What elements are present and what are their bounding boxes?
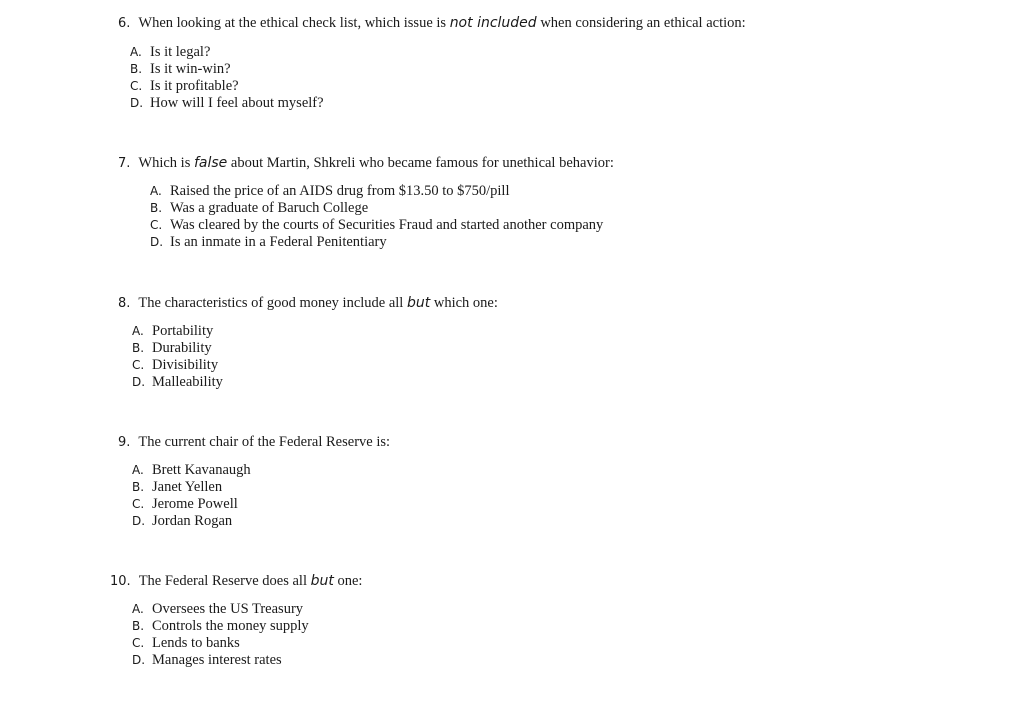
option-text: Divisibility	[152, 357, 219, 373]
option-text: Was a graduate of Baruch College	[170, 200, 369, 216]
option-text: Oversees the US Treasury	[152, 601, 304, 617]
question-number: 7.	[118, 156, 131, 171]
option-text: How will I feel about myself?	[150, 95, 324, 111]
options-list	[132, 601, 309, 669]
option-letter: D.	[132, 375, 146, 389]
option-text: Malleability	[152, 374, 223, 390]
option-letter: A.	[150, 184, 162, 198]
question-number: 9.	[118, 435, 131, 450]
stem-text-after: about Martin, Shkreli who became famous for unethical behavior:	[230, 155, 614, 171]
option-letter: A.	[132, 463, 144, 477]
option-letter: A.	[132, 602, 144, 616]
question-number: 6.	[118, 16, 131, 31]
option-letter: C.	[130, 79, 143, 93]
option-c	[150, 217, 603, 234]
option-letter: C.	[132, 497, 145, 511]
question-stem	[118, 433, 390, 452]
option-text: Durability	[152, 340, 212, 356]
option-text: Is it profitable?	[150, 78, 239, 94]
option-b	[150, 200, 603, 217]
option-c	[132, 357, 223, 374]
stem-emphasis: false	[193, 155, 228, 171]
stem-text: The Federal Reserve does all	[138, 573, 307, 589]
question-number: 8.	[118, 296, 131, 311]
option-letter: C.	[132, 636, 145, 650]
option-text: Jordan Rogan	[152, 513, 233, 529]
question-stem	[118, 14, 746, 33]
option-letter: D.	[130, 96, 144, 110]
stem-text-after: one:	[337, 573, 363, 589]
option-letter: B.	[132, 619, 145, 633]
option-letter: D.	[132, 653, 146, 667]
option-text: Is an inmate in a Federal Penitentiary	[170, 234, 387, 250]
stem-emphasis: but	[310, 573, 334, 589]
options-list	[132, 462, 251, 530]
options-list	[132, 323, 223, 391]
option-d	[132, 374, 223, 391]
option-b	[132, 340, 223, 357]
stem-text: The characteristics of good money include all	[138, 295, 404, 311]
question-stem	[110, 572, 362, 591]
question-number: 10.	[110, 574, 131, 589]
option-text: Jerome Powell	[152, 496, 238, 512]
option-letter: C.	[132, 358, 145, 372]
option-text: Janet Yellen	[152, 479, 223, 495]
option-a	[132, 601, 309, 618]
options-list	[150, 183, 603, 251]
option-text: Brett Kavanaugh	[152, 462, 251, 478]
option-text: Was cleared by the courts of Securities Fraud and started another company	[170, 217, 604, 233]
option-c	[132, 496, 251, 513]
option-a	[150, 183, 603, 200]
option-a	[132, 462, 251, 479]
question-stem	[118, 154, 614, 173]
option-letter: B.	[132, 480, 145, 494]
stem-text: Which is	[138, 155, 191, 171]
option-text: Portability	[152, 323, 214, 339]
option-letter: A.	[132, 324, 144, 338]
option-letter: B.	[132, 341, 145, 355]
question-stem	[118, 294, 498, 313]
option-c	[130, 78, 324, 95]
option-letter: C.	[150, 218, 163, 232]
options-list	[130, 44, 324, 112]
stem-emphasis: but	[406, 295, 431, 311]
option-d	[150, 234, 603, 251]
option-a	[130, 44, 324, 61]
stem-text-after: which one:	[433, 295, 498, 311]
option-a	[132, 323, 223, 340]
option-letter: D.	[132, 514, 146, 528]
option-letter: B.	[150, 201, 163, 215]
stem-text-after: when considering an ethical action:	[540, 15, 746, 31]
option-text: Raised the price of an AIDS drug from $13.50 to $750/pill	[170, 183, 510, 199]
option-letter: A.	[130, 45, 142, 59]
option-d	[130, 95, 324, 112]
option-b	[132, 479, 251, 496]
option-text: Controls the money supply	[152, 618, 309, 634]
option-letter: D.	[150, 235, 164, 249]
option-text: Manages interest rates	[152, 652, 282, 668]
stem-text: When looking at the ethical check list, which issue is	[138, 15, 447, 31]
option-text: Is it win-win?	[150, 61, 231, 77]
option-letter: B.	[130, 62, 143, 76]
option-c	[132, 635, 309, 652]
option-d	[132, 513, 251, 530]
option-d	[132, 652, 309, 669]
option-b	[132, 618, 309, 635]
stem-text: The current chair of the Federal Reserve is:	[138, 434, 391, 450]
option-b	[130, 61, 324, 78]
stem-emphasis: not included	[449, 15, 537, 31]
option-text: Is it legal?	[150, 44, 211, 60]
option-text: Lends to banks	[152, 635, 240, 651]
